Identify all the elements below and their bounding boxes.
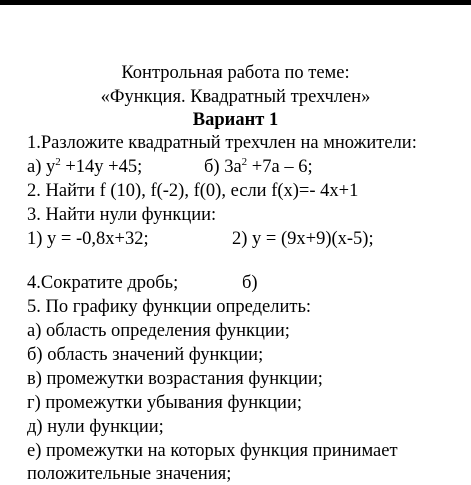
task5-item-b: б) область значений функции; — [27, 345, 264, 365]
task1-title: 1.Разложите квадратный трехчлен на множители: — [27, 133, 417, 153]
task3-item-1: 1) у = -0,8х+32; — [27, 229, 149, 249]
header-line-2: «Функция. Квадратный трехчлен» — [100, 87, 371, 107]
variant-title: Вариант 1 — [192, 110, 279, 130]
header-line-1: Контрольная работа по теме: — [121, 63, 350, 83]
top-border — [0, 0, 471, 5]
task5-item-d: г) промежутки убывания функции; — [27, 393, 302, 413]
task1-a-exponent: 2 — [55, 156, 61, 168]
task1-a-prefix: а) у — [27, 157, 56, 177]
task2-text: 2. Найти f (10), f(-2), f(0), если f(x)=- 4x+1 — [27, 181, 359, 201]
task1-item-a — [27, 156, 142, 178]
task3-title: 3. Найти нули функции: — [27, 205, 217, 225]
task1-b-prefix: б) 3а — [204, 157, 242, 177]
task5-item-e: д) нули функции; — [27, 417, 164, 437]
task1-b-exponent: 2 — [241, 156, 248, 168]
task5-item-f-continued: положительные значения; — [27, 464, 232, 484]
task1-item-b — [204, 156, 313, 178]
task4-text: 4.Сократите дробь; — [27, 273, 179, 293]
task1-b-suffix: +7а – 6; — [247, 157, 313, 177]
task4-b: б) — [242, 273, 258, 293]
task5-title: 5. По графику функции определить: — [27, 297, 312, 317]
task5-item-c: в) промежутки возрастания функции; — [27, 369, 323, 389]
task1-a-suffix: +14у +45; — [60, 157, 143, 177]
task5-item-a: а) область определения функции; — [27, 321, 290, 341]
task3-item-2: 2) у = (9х+9)(х-5); — [232, 229, 374, 249]
task5-item-f: е) промежутки на которых функция принимает — [27, 441, 398, 461]
